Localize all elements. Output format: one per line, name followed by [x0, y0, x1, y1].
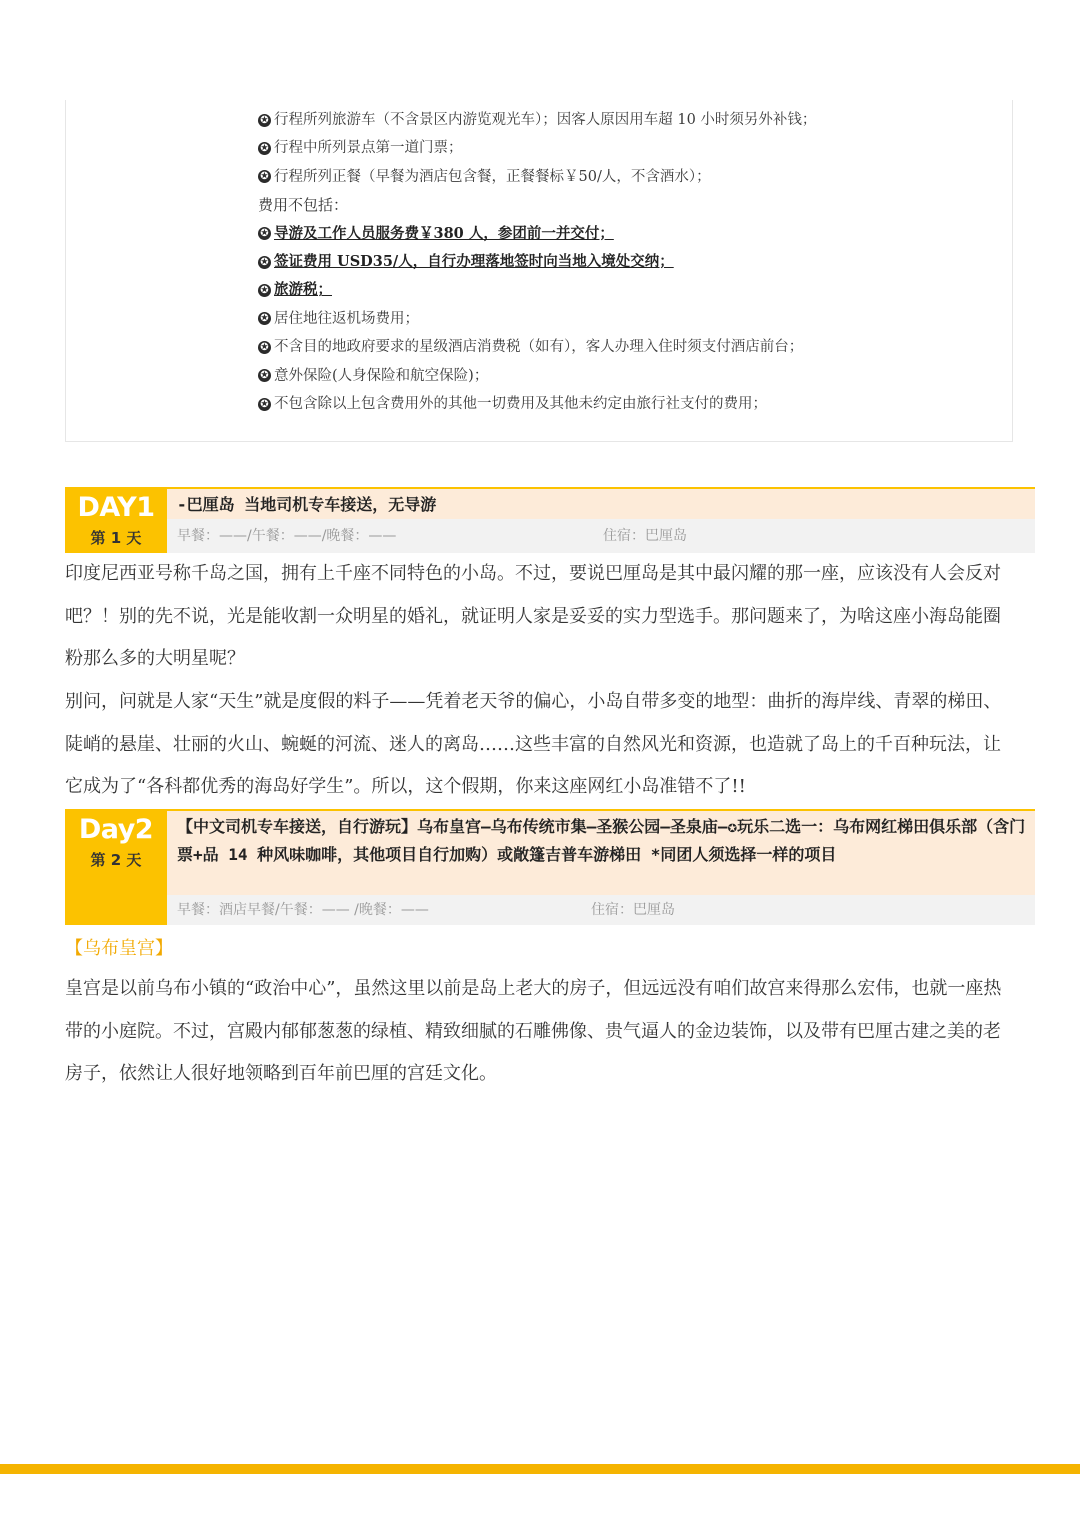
fee-item: ✪ 不包含除以上包含费用外的其他一切费用及其他未约定由旅行社支付的费用；: [258, 390, 998, 418]
fee-item: ✪ 行程所列旅游车（不含景区内游览观光车）；因客人原因用车超 10 小时须另外补钱；: [258, 106, 998, 134]
fee-item: ✪ 意外保险(人身保险和航空保险)；: [258, 362, 998, 390]
day-sub: 第 2 天: [90, 851, 142, 869]
bottom-accent-bar: [0, 1464, 1080, 1474]
day-sub: 第 1 天: [90, 529, 142, 547]
fee-item-emph: ✪ 旅游税；: [258, 276, 998, 304]
star-bullet-icon: ✪: [258, 398, 271, 411]
meals-info: 早餐：酒店早餐/午餐：—— /晚餐：——: [177, 902, 429, 918]
fee-list: [258, 106, 998, 418]
section-heading: 【乌布皇宫】: [65, 938, 173, 959]
day-1-paragraph: 印度尼西亚号称千岛之国，拥有上千座不同特色的小岛。不过，要说巴厘岛是其中最闪耀的那一座，应该没有人会反对吧？！别的先不说，光是能收割一众明星的婚礼，就证明人家是妥妥的实力型选手。那问题来了，为啥这座小海岛能圈粉那么多的大明星呢？: [65, 563, 1001, 669]
day-2-paragraph: 皇宫是以前乌布小镇的“政治中心”，虽然这里以前是岛上老大的房子，但远远没有咱们故宫来得那么宏伟，也就一座热带的小庭院。不过，宫殿内郁郁葱葱的绿植、精致细腻的石雕佛像、贵气逼人的金边装饰，以及带有巴厘古建之美的老房子，依然让人很好地领略到百年前巴厘的宫廷文化。: [65, 978, 1002, 1084]
star-bullet-icon: ✪: [258, 114, 271, 127]
stay-info: 住宿：巴厘岛: [603, 528, 687, 544]
day-label: Day: [78, 814, 135, 845]
day-badge: [65, 487, 167, 553]
day-1-paragraph: 别问，问就是人家“天生”就是度假的料子——凭着老天爷的偏心，小岛自带多变的地型：曲折的海岸线、青翠的梯田、陡峭的悬崖、壮丽的火山、蜿蜒的河流、迷人的离岛……这些丰富的自然风光和资源，也造就了岛上的千百种玩法，让它成为了“各科都优秀的海岛好学生”。所以，这个假期，你来这座网红小岛准错不了!!: [65, 691, 1002, 797]
day-number: 2: [134, 814, 154, 845]
fee-item: ✪ 行程中所列景点第一道门票；: [258, 134, 998, 162]
day-label: DAY: [77, 492, 137, 523]
star-bullet-icon: ✪: [258, 284, 271, 297]
meals-info: 早餐：——/午餐：——/晚餐：——: [177, 528, 397, 544]
star-bullet-icon: ✪: [258, 256, 271, 269]
fee-item-emph: ✪ 签证费用 USD35/人，自行办理落地签时向当地入境处交纳；: [258, 248, 998, 276]
star-bullet-icon: ✪: [258, 170, 271, 183]
day-2-header: [65, 809, 1035, 925]
fee-item: ✪ 不含目的地政府要求的星级酒店消费税（如有），客人办理入住时须支付酒店前台；: [258, 333, 998, 361]
star-bullet-icon: ✪: [258, 341, 271, 354]
fee-item: ✪ 居住地往返机场费用；: [258, 305, 998, 333]
fee-item-emph: ✪ 导游及工作人员服务费￥380 人，参团前一并交付；: [258, 220, 998, 248]
day-number: 1: [136, 492, 155, 523]
day-badge: [65, 809, 167, 925]
star-bullet-icon: ✪: [258, 227, 271, 240]
stay-info: 住宿：巴厘岛: [591, 902, 675, 918]
fee-item: ✪ 行程所列正餐（早餐为酒店包含餐，正餐餐标￥50/人，不含酒水）；: [258, 163, 998, 191]
day-meta: [167, 895, 1035, 925]
day-meta: [167, 519, 1035, 553]
star-bullet-icon: ✪: [258, 369, 271, 382]
day-title: -巴厘岛 当地司机专车接送，无导游: [167, 487, 1035, 519]
star-bullet-icon: ✪: [258, 312, 271, 325]
day-title: 【中文司机专车接送，自行游玩】乌布皇宫—乌布传统市集—圣猴公园—圣泉庙—✪玩乐二选一：乌布网红梯田俱乐部（含门票+品 14 种风味咖啡，其他项目自行加购）或敞篷吉普车游梯田 *同团人须选择一样的项目: [167, 809, 1035, 895]
star-bullet-icon: ✪: [258, 142, 271, 155]
excluded-heading: 费用不包括：: [258, 196, 349, 215]
day-1-header: [65, 487, 1035, 553]
